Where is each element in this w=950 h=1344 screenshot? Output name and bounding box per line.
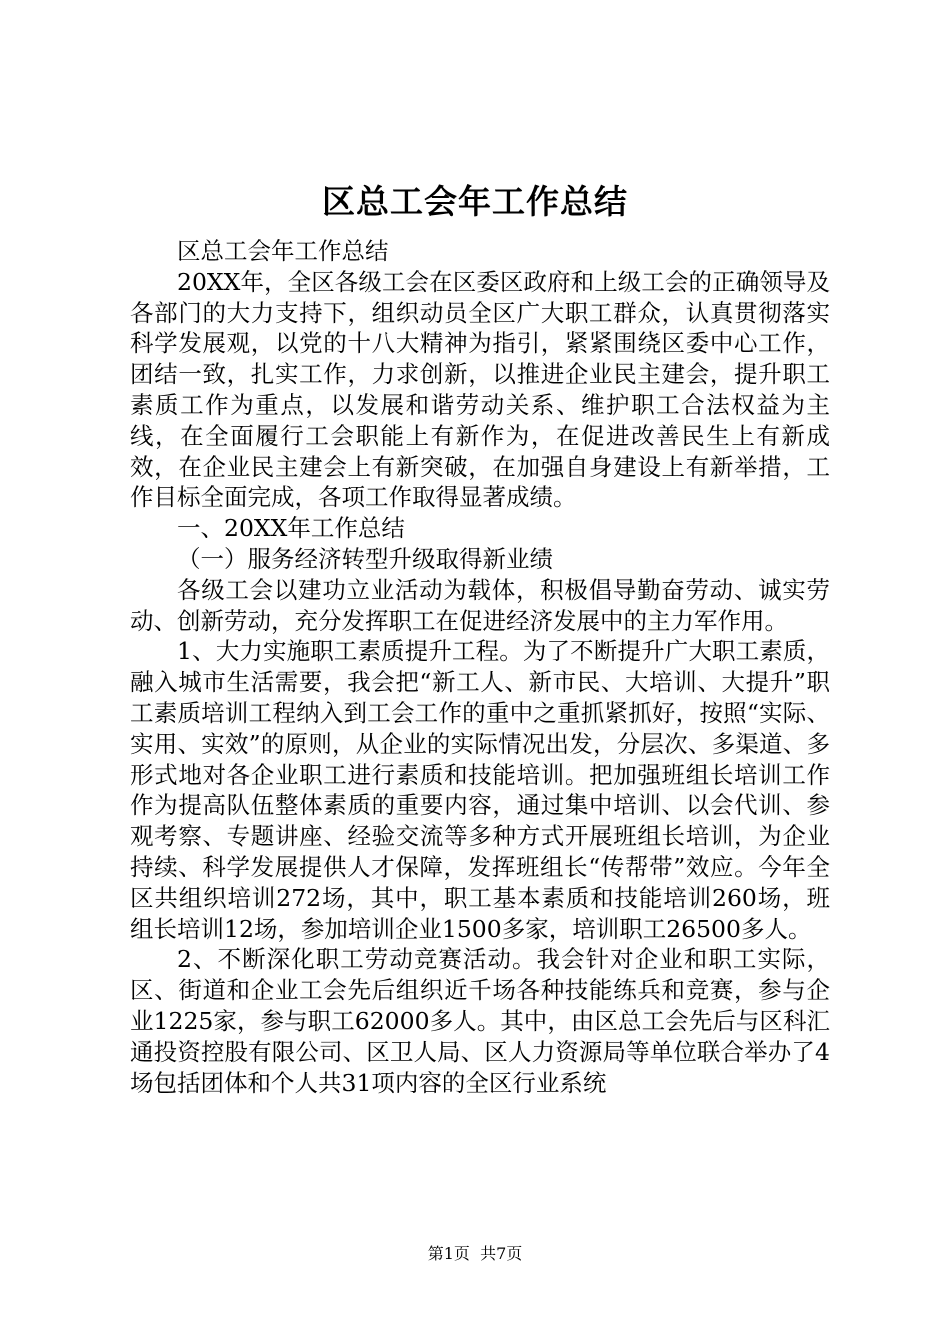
footer-gap [470,1244,480,1263]
section-heading: 一、20XX年工作总结 [177,514,405,543]
document-title: 区总工会年工作总结 [322,182,628,221]
page-number: 第1页 [427,1244,470,1263]
document-body [130,236,830,1098]
paragraph-subsection-intro: 各级工会以建功立业活动为载体，积极倡导勤奋劳动、诚实劳动、创新劳动，充分发挥职工在促进经济发展中的主力军作用。 [130,575,830,635]
paragraph-item-2: 2、不断深化职工劳动竞赛活动。我会针对企业和职工实际，区、街道和企业工会先后组织近千场各种技能练兵和竞赛，参与企业1225家，参与职工62000多人。其中，由区总工会先后与区科汇通投资控股有限公司、区卫人局、区人力资源局等单位联合举办了4场包括团体和个人共31项内容的全区行业系统 [130,945,830,1097]
paragraph-item-1: 1、大力实施职工素质提升工程。为了不断提升广大职工素质，融入城市生活需要，我会把“新工人、新市民、大培训、大提升”职工素质培训工程纳入到工会工作的重中之重抓紧抓好，按照“实际、实用、实效”的原则，从企业的实际情况出发，分层次、多渠道、多形式地对各企业职工进行素质和技能培训。把加强班组长培训工作作为提高队伍整体素质的重要内容，通过集中培训、以会代训、参观考察、专题讲座、经验交流等多种方式开展班组长培训，为企业持续、科学发展提供人才保障，发挥班组长“传帮带”效应。今年全区共组织培训272场，其中，职工基本素质和技能培训260场，班组长培训12场，参加培训企业1500多家，培训职工26500多人。 [130,637,830,943]
paragraph-subtitle: 区总工会年工作总结 [177,237,389,265]
paragraph-intro: 20XX年，全区各级工会在区委区政府和上级工会的正确领导及各部门的大力支持下，组织动员全区广大职工群众，认真贯彻落实科学发展观，以党的十八大精神为指引，紧紧围绕区委中心工作，团结一致，扎实工作，力求创新，以推进企业民主建会，提升职工素质工作为重点，以发展和谐劳动关系、维护职工合法权益为主线，在全面履行工会职能上有新作为，在促进改善民生上有新成效，在企业民主建会上有新突破，在加强自身建设上有新举措，工作目标全面完成，各项工作取得显著成绩。 [130,267,830,512]
page-total: 共7页 [480,1244,523,1263]
page-footer [0,1244,950,1264]
subsection-heading: （一）服务经济转型升级取得新业绩 [177,544,553,573]
